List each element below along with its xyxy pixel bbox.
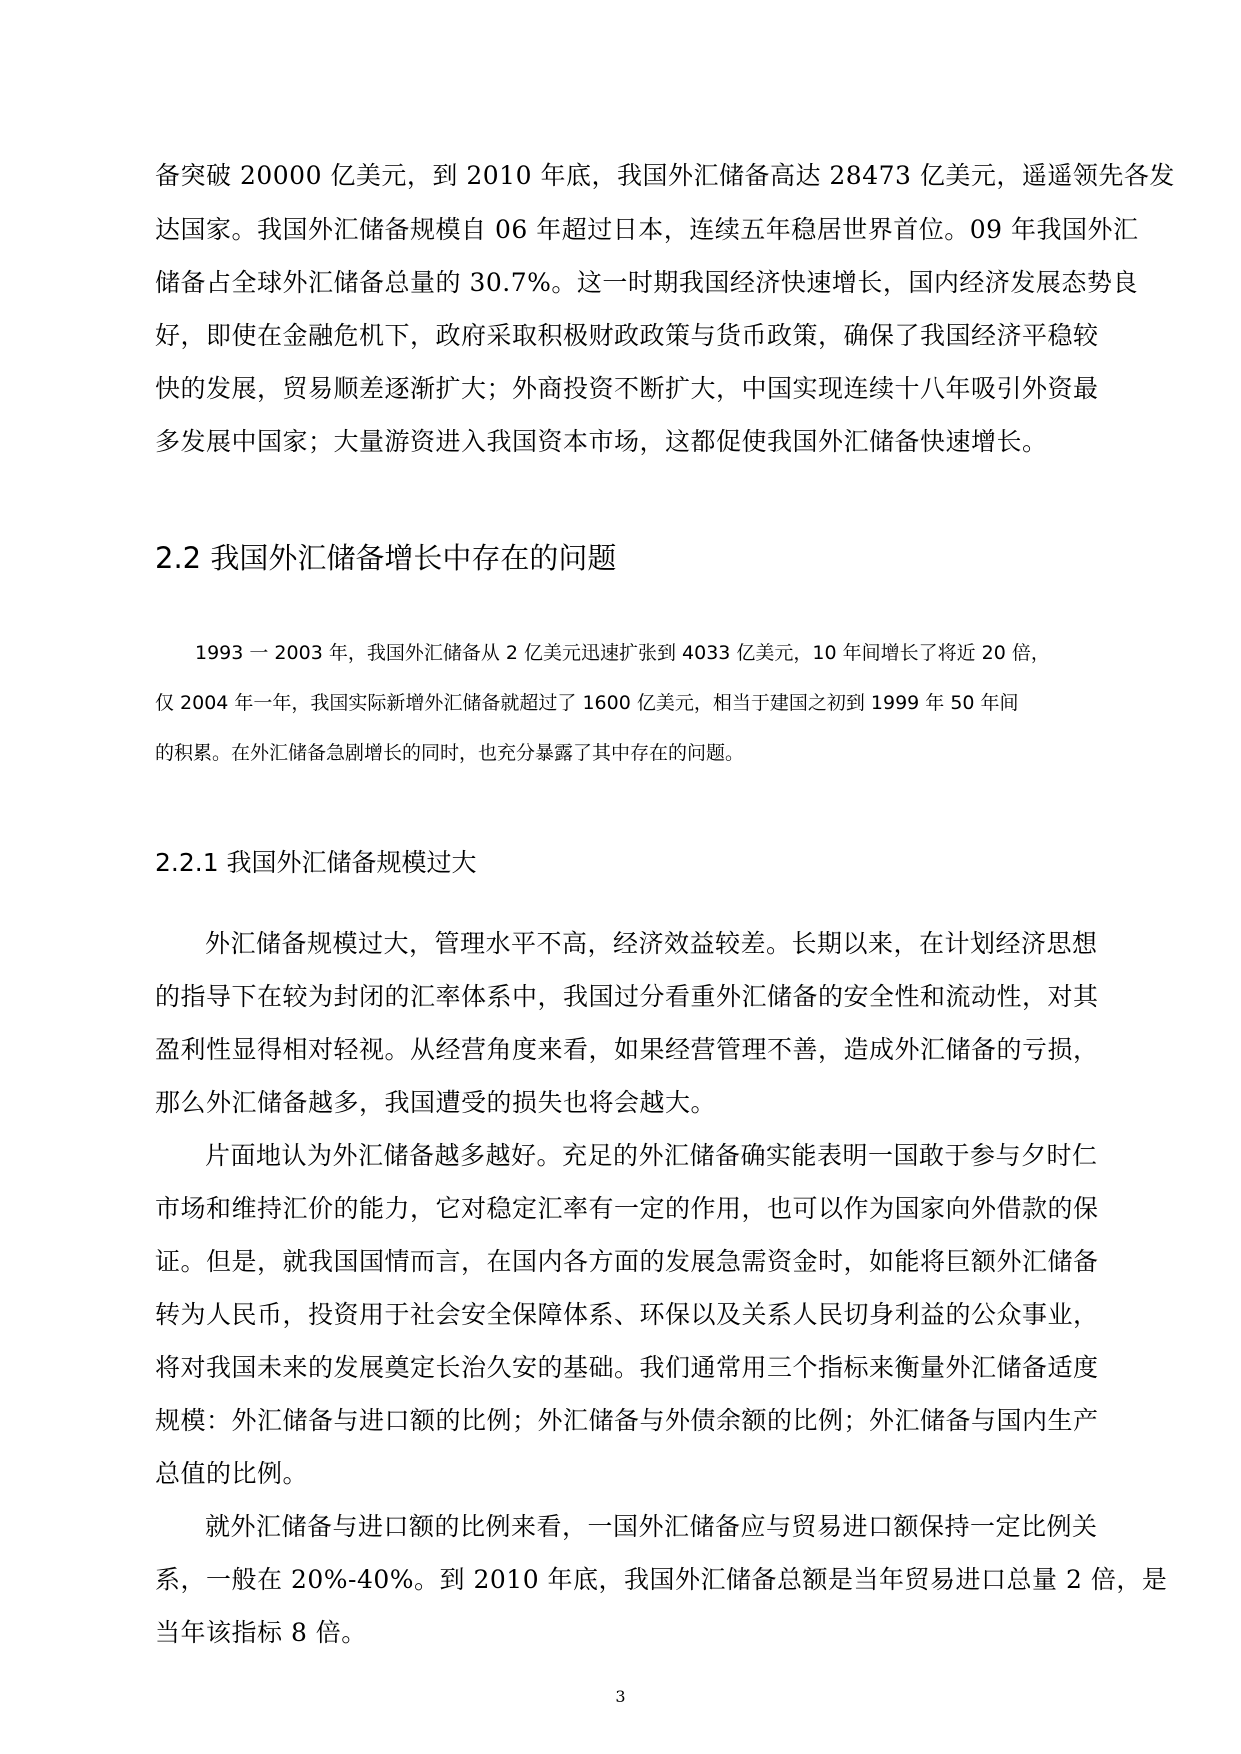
para-a-line-4: 那么外汇储备越多，我国遭受的损失也将会越大。 bbox=[155, 1088, 717, 1117]
para-b-line-7: 总值的比例。 bbox=[155, 1459, 309, 1488]
para-a-line-1: 外汇储备规模过大，管理水平不高，经济效益较差。长期以来，在计划经济思想 bbox=[205, 929, 1098, 958]
para-c-line-3: 当年该指标 8 倍。 bbox=[155, 1618, 367, 1647]
section-2-2-line-3: 的积累。在外汇储备急剧增长的同时，也充分暴露了其中存在的问题。 bbox=[155, 742, 745, 764]
para1-line-2: 达国家。我国外汇储备规模自 06 年超过日本，连续五年稳居世界首位。09 年我国外汇 bbox=[155, 215, 1139, 244]
section-heading-2-2: 2.2 我国外汇储备增长中存在的问题 bbox=[155, 541, 617, 575]
para-b-line-1: 片面地认为外汇储备越多越好。充足的外汇储备确实能表明一国敢于参与夕时仁 bbox=[205, 1141, 1098, 1170]
para-c-line-2: 系，一般在 20%-40%。到 2010 年底，我国外汇储备总额是当年贸易进口总量 2 倍，是 bbox=[155, 1565, 1168, 1594]
section-2-2-line-2: 仅 2004 年一年，我国实际新增外汇储备就超过了 1600 亿美元，相当于建国之初到 1999 年 50 年间 bbox=[155, 692, 1019, 714]
para-b-line-5: 将对我国未来的发展奠定长治久安的基础。我们通常用三个指标来衡量外汇储备适度 bbox=[155, 1353, 1099, 1382]
para1-line-4: 好，即使在金融危机下，政府采取积极财政政策与货币政策，确保了我国经济平稳较 bbox=[155, 321, 1099, 350]
para-b-line-2: 市场和维持汇价的能力，它对稳定汇率有一定的作用，也可以作为国家向外借款的保 bbox=[155, 1194, 1099, 1223]
para1-line-6: 多发展中国家；大量游资进入我国资本市场，这都促使我国外汇储备快速增长。 bbox=[155, 427, 1048, 456]
para-a-line-2: 的指导下在较为封闭的汇率体系中，我国过分看重外汇储备的安全性和流动性，对其 bbox=[155, 982, 1099, 1011]
para-c-line-1: 就外汇储备与进口额的比例来看，一国外汇储备应与贸易进口额保持一定比例关 bbox=[205, 1512, 1098, 1541]
page-number: 3 bbox=[615, 1687, 626, 1706]
para-b-line-3: 证。但是，就我国国情而言，在国内各方面的发展急需资金时，如能将巨额外汇储备 bbox=[155, 1247, 1099, 1276]
section-2-2-line-1: 1993 一 2003 年，我国外汇储备从 2 亿美元迅速扩张到 4033 亿美元，10 年间增长了将近 20 倍， bbox=[195, 642, 1050, 664]
para-b-line-4: 转为人民币，投资用于社会安全保障体系、环保以及关系人民切身利益的公众事业， bbox=[155, 1300, 1099, 1329]
section-heading-2-2-1: 2.2.1 我国外汇储备规模过大 bbox=[155, 848, 477, 877]
para-a-line-3: 盈利性显得相对轻视。从经营角度来看，如果经营管理不善，造成外汇储备的亏损， bbox=[155, 1035, 1099, 1064]
para1-line-1: 备突破 20000 亿美元，到 2010 年底，我国外汇储备高达 28473 亿美元，遥遥领先各发 bbox=[155, 161, 1175, 190]
para1-line-3: 储备占全球外汇储备总量的 30.7%。这一时期我国经济快速增长，国内经济发展态势良 bbox=[155, 268, 1138, 297]
para1-line-5: 快的发展，贸易顺差逐渐扩大；外商投资不断扩大，中国实现连续十八年吸引外资最 bbox=[155, 374, 1099, 403]
para-b-line-6: 规模：外汇储备与进口额的比例；外汇储备与外债余额的比例；外汇储备与国内生产 bbox=[155, 1406, 1099, 1435]
